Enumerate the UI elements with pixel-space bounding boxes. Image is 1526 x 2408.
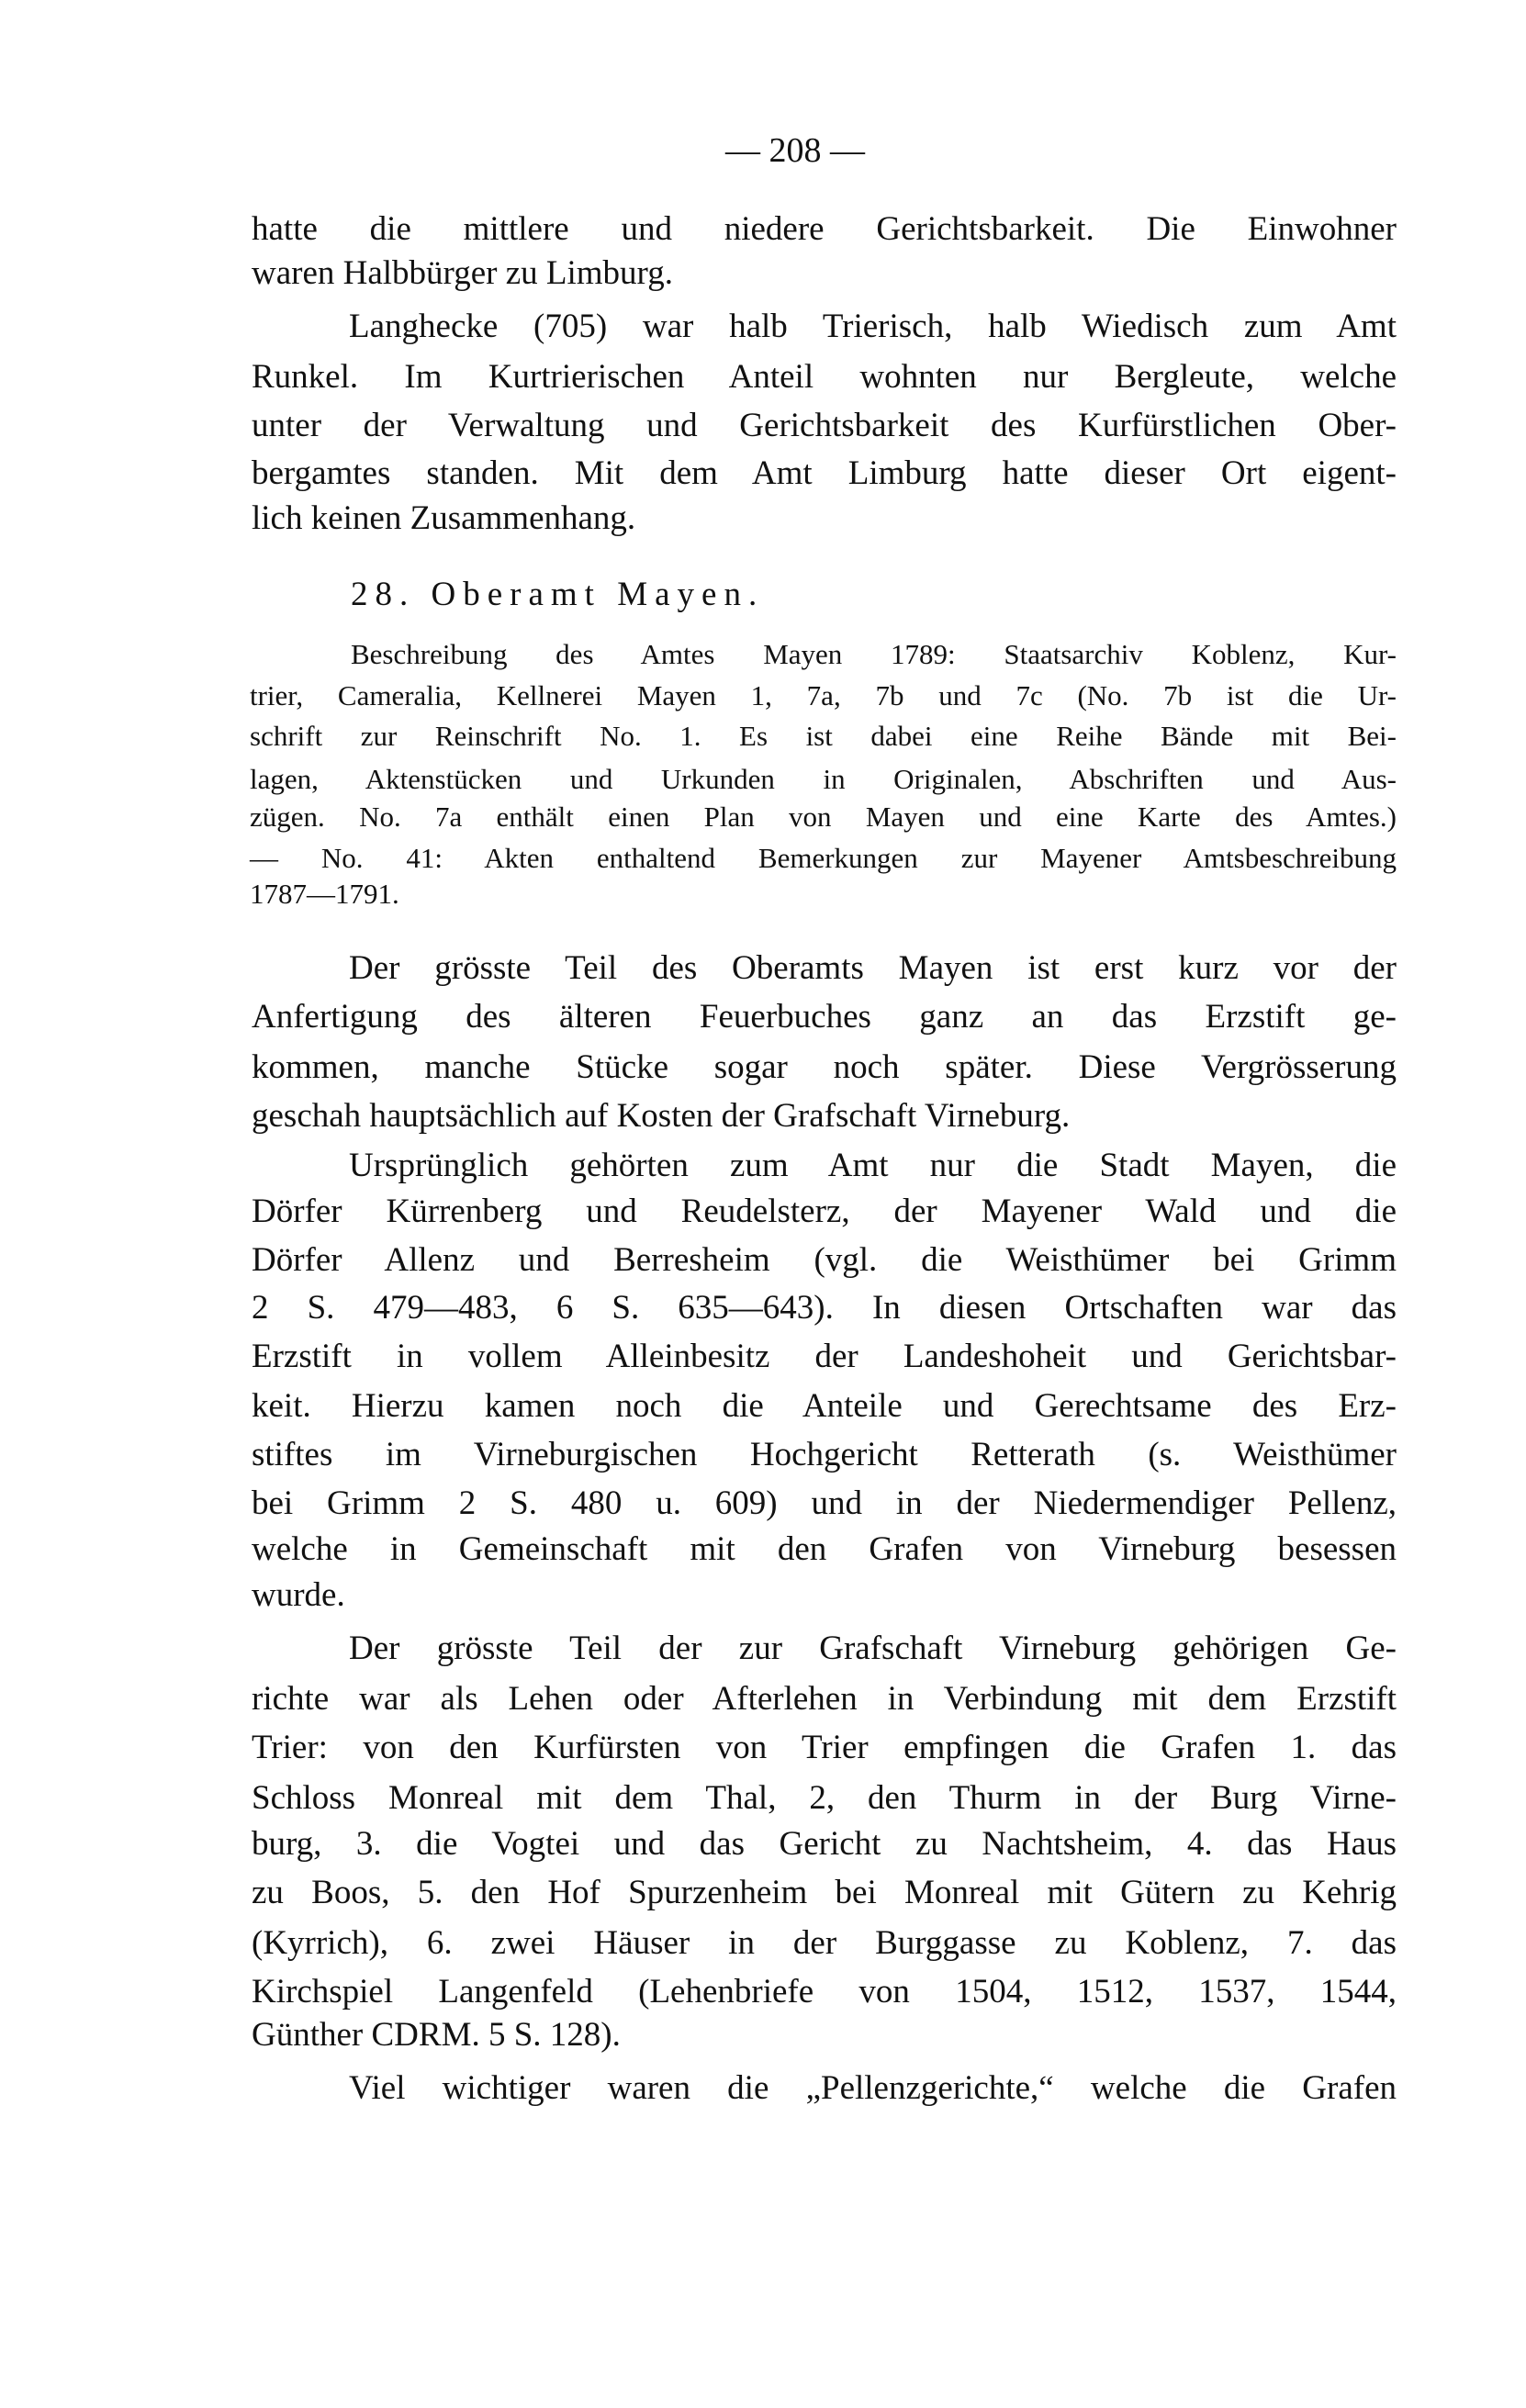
text-line: Langhecke (705) war halb Trierisch, halb Wiedisch zum Amt [349, 308, 1397, 345]
text-line: geschah hauptsächlich auf Kosten der Grafschaft Virneburg. [252, 1097, 1071, 1135]
text-line: bei Grimm 2 S. 480 u. 609) und in der Niedermendiger Pellenz, [252, 1484, 1397, 1522]
text-line: zu Boos, 5. den Hof Spurzenheim bei Monreal mit Gütern zu Kehrig [252, 1874, 1397, 1911]
text-line: waren Halbbürger zu Limburg. [252, 254, 673, 292]
text-line: Erzstift in vollem Alleinbesitz der Landeshoheit und Gerichtsbar- [252, 1338, 1397, 1375]
text-line: wurde. [252, 1576, 345, 1614]
text-line: richte war als Lehen oder Afterlehen in Verbindung mit dem Erzstift [252, 1680, 1397, 1718]
text-line: burg, 3. die Vogtei und das Gericht zu Nachtsheim, 4. das Haus [252, 1825, 1397, 1863]
text-line: Ursprünglich gehörten zum Amt nur die Stadt Mayen, die [349, 1147, 1397, 1184]
text-line: 2 S. 479—483, 6 S. 635—643). In diesen Ortschaften war das [252, 1289, 1397, 1327]
footnote-line: schrift zur Reinschrift No. 1. Es ist dabei eine Reihe Bände mit Bei- [250, 720, 1397, 752]
footnote-line: lagen, Aktenstücken und Urkunden in Originalen, Abschriften und Aus- [250, 763, 1397, 795]
text-line: Anfertigung des älteren Feuerbuches ganz an das Erzstift ge- [252, 998, 1397, 1036]
text-line: welche in Gemeinschaft mit den Grafen von Virneburg besessen [252, 1530, 1397, 1568]
text-line: keit. Hierzu kamen noch die Anteile und Gerechtsame des Erz- [252, 1387, 1397, 1425]
section-title: 28. Oberamt Mayen. [351, 576, 765, 613]
text-line: Der grösste Teil der zur Grafschaft Virneburg gehörigen Ge- [349, 1630, 1397, 1667]
text-line: Dörfer Kürrenberg und Reudelsterz, der Mayener Wald und die [252, 1193, 1397, 1230]
text-line: Dörfer Allenz und Berresheim (vgl. die Weisthümer bei Grimm [252, 1241, 1397, 1279]
text-line: bergamtes standen. Mit dem Amt Limburg hatte dieser Ort eigent- [252, 454, 1397, 492]
text-line: Der grösste Teil des Oberamts Mayen ist erst kurz vor der [349, 949, 1397, 987]
text-line: lich keinen Zusammenhang. [252, 499, 636, 537]
text-line: (Kyrrich), 6. zwei Häuser in der Burggasse zu Koblenz, 7. das [252, 1924, 1397, 1962]
text-line: kommen, manche Stücke sogar noch später. Diese Vergrösserung [252, 1048, 1397, 1086]
footnote-line: trier, Cameralia, Kellnerei Mayen 1, 7a, 7b und 7c (No. 7b ist die Ur- [250, 679, 1397, 711]
text-line: Schloss Monreal mit dem Thal, 2, den Thurm in der Burg Virne- [252, 1779, 1397, 1817]
text-line: Trier: von den Kurfürsten von Trier empfingen die Grafen 1. das [252, 1729, 1397, 1766]
footnote-line: — No. 41: Akten enthaltend Bemerkungen zur Mayener Amtsbeschreibung [250, 842, 1397, 874]
text-line: Runkel. Im Kurtrierischen Anteil wohnten nur Bergleute, welche [252, 358, 1397, 396]
text-line: stiftes im Virneburgischen Hochgericht Retterath (s. Weisthümer [252, 1436, 1397, 1473]
text-line: hatte die mittlere und niedere Gerichtsbarkeit. Die Einwohner [252, 210, 1397, 248]
footnote-line: 1787—1791. [250, 878, 399, 910]
footnote-line: zügen. No. 7a enthält einen Plan von Mayen und eine Karte des Amtes.) [250, 801, 1397, 833]
text-line: Kirchspiel Langenfeld (Lehenbriefe von 1504, 1512, 1537, 1544, [252, 1973, 1397, 2010]
footnote-line: Beschreibung des Amtes Mayen 1789: Staatsarchiv Koblenz, Kur- [351, 638, 1397, 670]
page-number: — 208 — [725, 131, 865, 170]
text-line: unter der Verwaltung und Gerichtsbarkeit des Kurfürstlichen Ober- [252, 407, 1397, 444]
text-line: Viel wichtiger waren die „Pellenzgerichte,“ welche die Grafen [349, 2069, 1397, 2107]
text-line: Günther CDRM. 5 S. 128). [252, 2016, 621, 2054]
